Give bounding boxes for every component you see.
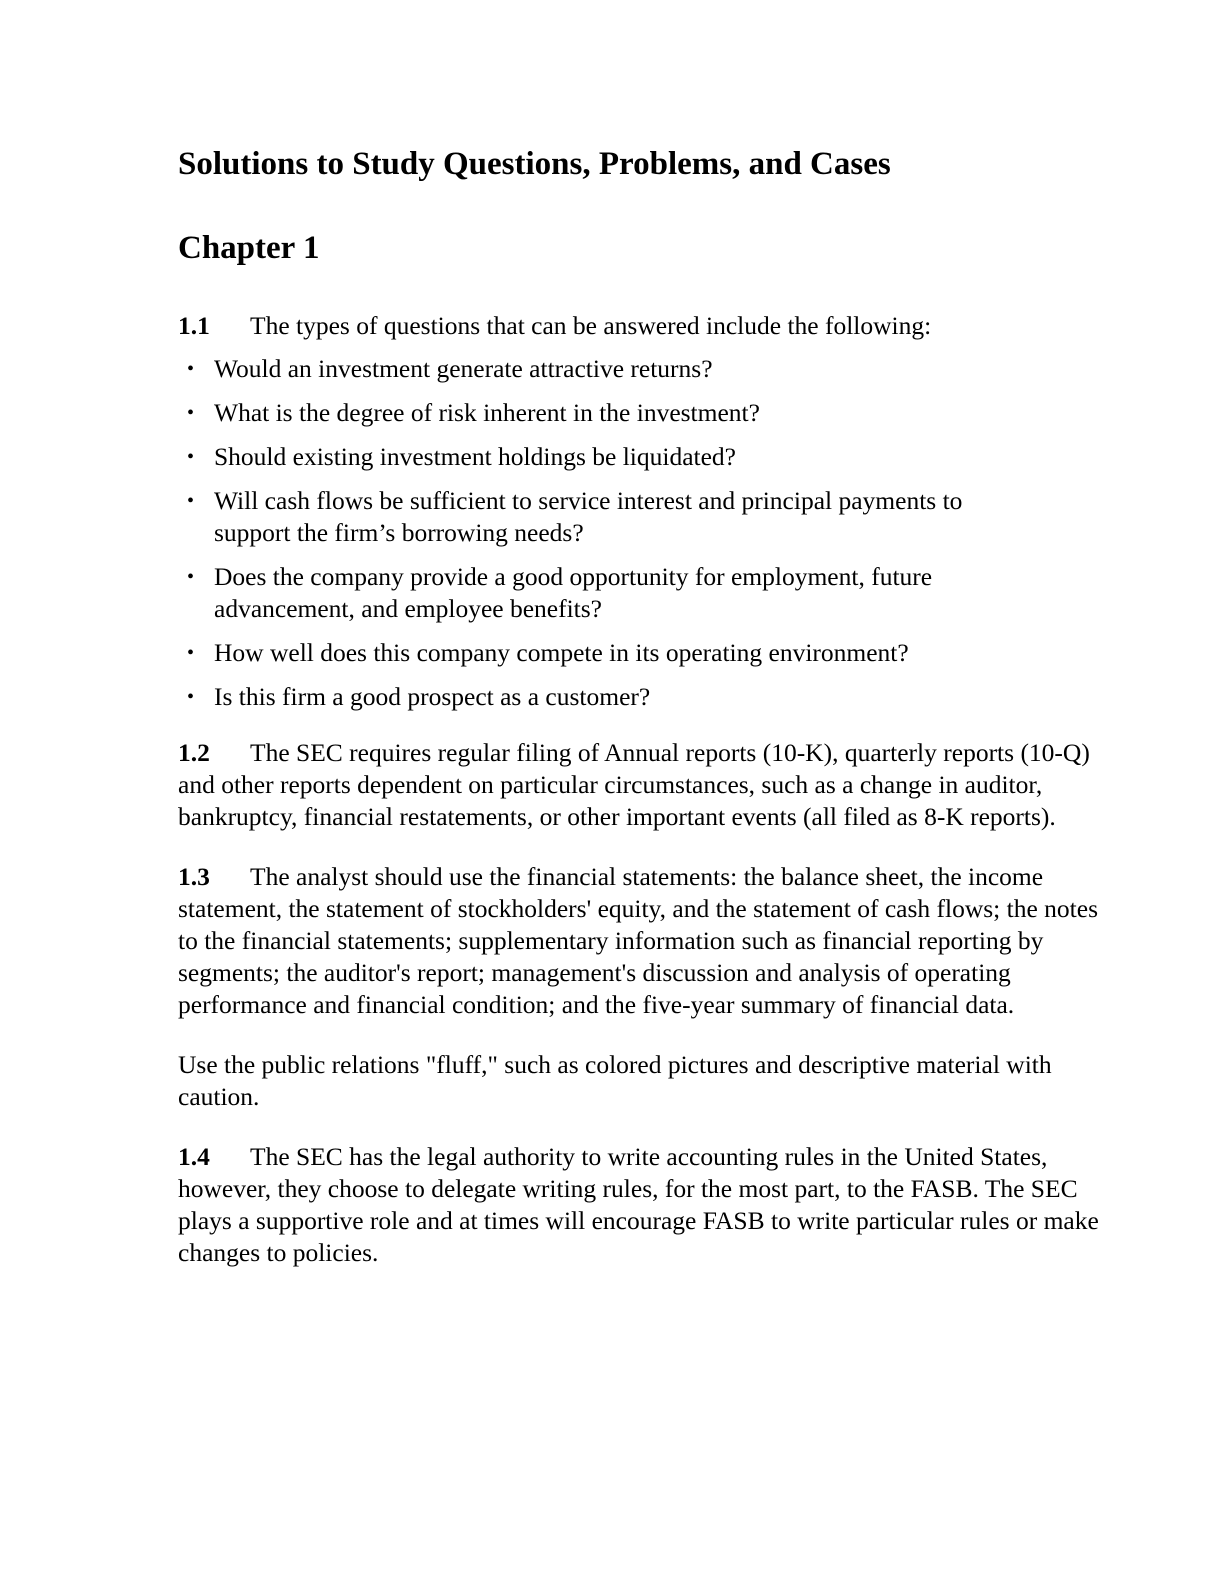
list-item-text: Does the company provide a good opportunity for employment, future advancement, and employee benefits? <box>214 562 933 623</box>
question-intro: The types of questions that can be answered include the following: <box>250 311 932 340</box>
question-text: The SEC has the legal authority to write accounting rules in the United States, however, they choose to delegate writing rules, for the most part, to the FASB. The SEC plays a supportive role and at times will encourage FASB to write particular rules or make changes to policies. <box>178 1142 1099 1267</box>
bullet-icon: • <box>187 642 195 664</box>
list-item <box>178 681 1108 713</box>
bullet-icon: • <box>187 490 195 512</box>
question-number: 1.1 <box>178 311 210 340</box>
list-item-text: Would an investment generate attractive returns? <box>214 354 713 383</box>
list-item <box>178 485 1108 549</box>
bullet-icon: • <box>187 402 195 424</box>
bullet-icon: • <box>187 446 195 468</box>
bullet-icon: • <box>187 566 195 588</box>
list-item-text: Will cash flows be sufficient to service interest and principal payments to support the firm’s borrowing needs? <box>214 486 963 547</box>
question-1-4 <box>178 1141 1108 1269</box>
question-number: 1.3 <box>178 862 210 891</box>
bullet-icon: • <box>187 358 195 380</box>
bullet-icon: • <box>187 686 195 708</box>
question-1-3-followup: Use the public relations "fluff," such as colored pictures and descriptive material with caution. <box>178 1050 1052 1111</box>
list-item <box>178 397 1108 429</box>
list-item <box>178 561 1108 625</box>
list-item-text: What is the degree of risk inherent in the investment? <box>214 398 760 427</box>
document-title: Solutions to Study Questions, Problems, and Cases <box>178 146 891 182</box>
list-item-text: Should existing investment holdings be liquidated? <box>214 442 736 471</box>
list-item-text: Is this firm a good prospect as a customer? <box>214 682 651 711</box>
question-text: The SEC requires regular filing of Annual reports (10-K), quarterly reports (10-Q) and other reports dependent on particular circumstances, such as a change in auditor, bankruptcy, financial restatements, or other important events (all filed as 8-K reports). <box>178 738 1090 831</box>
question-1-2 <box>178 737 1108 833</box>
question-number: 1.4 <box>178 1142 210 1171</box>
question-1-1-list <box>178 353 1108 713</box>
document-body <box>178 310 1108 1269</box>
list-item <box>178 637 1108 669</box>
question-text: The analyst should use the financial statements: the balance sheet, the income statement, the statement of stockholders' equity, and the statement of cash flows; the notes to the financial statements; supplementary information such as financial reporting by segments; the auditor's report; management's discussion and analysis of operating performance and financial condition; and the five-year summary of financial data. <box>178 862 1098 1019</box>
chapter-heading: Chapter 1 <box>178 230 320 266</box>
list-item <box>178 441 1108 473</box>
question-1-1 <box>178 310 1108 342</box>
question-number: 1.2 <box>178 738 210 767</box>
question-1-3 <box>178 861 1108 1021</box>
list-item-text: How well does this company compete in its operating environment? <box>214 638 909 667</box>
list-item <box>178 353 1108 385</box>
